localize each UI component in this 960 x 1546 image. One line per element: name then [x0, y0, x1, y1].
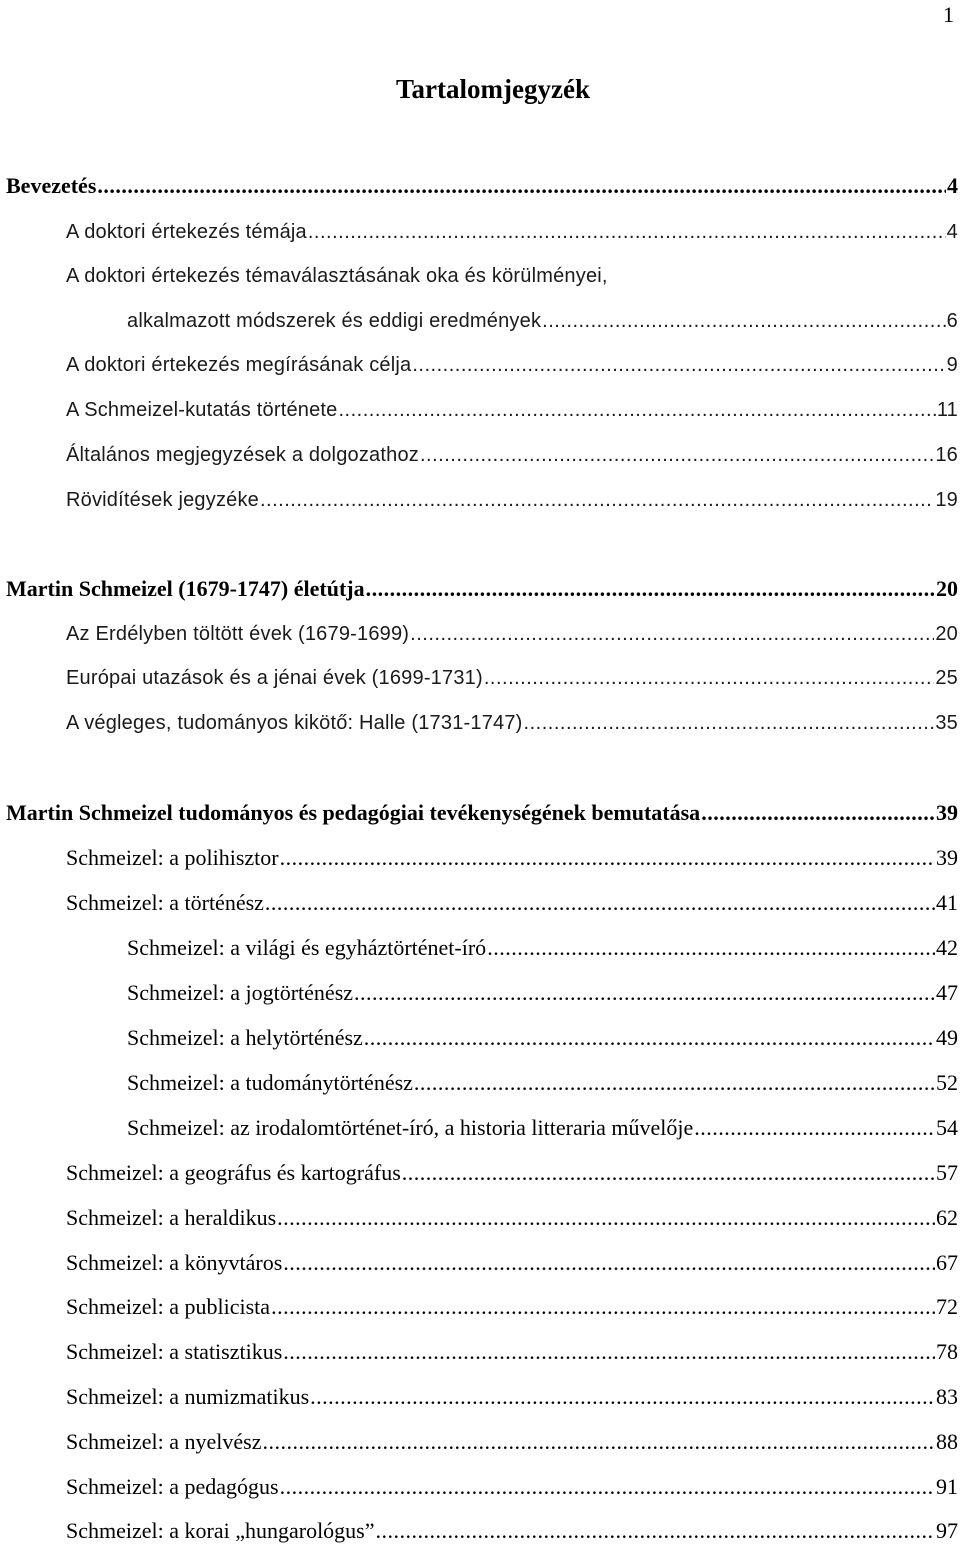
- toc-entry[interactable]: [0, 396, 958, 424]
- toc-entry-page: 67: [936, 1250, 958, 1275]
- toc-entry-label: Schmeizel: a numizmatikus: [66, 1384, 310, 1409]
- toc-dot-leader: [277, 1204, 935, 1232]
- toc-entry[interactable]: [0, 1024, 958, 1052]
- toc-dot-leader: [524, 709, 935, 737]
- toc-entry-label: Európai utazások és a jénai évek (1699-1731): [66, 667, 483, 689]
- toc-entry[interactable]: [0, 1204, 958, 1232]
- toc-entry-label: A Schmeizel-kutatás története: [66, 399, 338, 421]
- toc-entry-page: 88: [936, 1429, 958, 1454]
- toc-entry-label: A doktori értekezés témaválasztásának oka és körülményei,: [66, 265, 608, 287]
- toc-dot-leader: [412, 351, 945, 379]
- toc-entry-label: Schmeizel: a történész: [66, 890, 264, 915]
- toc-entry[interactable]: [0, 307, 958, 335]
- toc-entry-page: 19: [935, 489, 958, 511]
- toc-entry-label: Schmeizel: a pedagógus: [66, 1474, 279, 1499]
- toc-dot-leader: [262, 1428, 935, 1456]
- toc-entry-label: Schmeizel: a heraldikus: [66, 1205, 277, 1230]
- toc-entry-label: Martin Schmeizel (1679-1747) életútja: [6, 576, 365, 601]
- toc-entry-page: 91: [936, 1474, 958, 1499]
- toc-entry[interactable]: [0, 664, 958, 692]
- toc-entry[interactable]: [0, 1428, 958, 1456]
- toc-entry-label: alkalmazott módszerek és eddigi eredmények: [127, 310, 542, 332]
- toc-entry-label: Schmeizel: a polihisztor: [66, 845, 279, 870]
- toc-entry-page: 62: [936, 1205, 958, 1230]
- toc-entry[interactable]: [0, 620, 958, 648]
- toc-entry-label: Martin Schmeizel tudományos és pedagógiai tevékenységének bemutatása: [6, 800, 701, 825]
- toc-entry-page: 47: [936, 980, 958, 1005]
- toc-entry-page: 83: [936, 1384, 958, 1409]
- toc-entry-label: A doktori értekezés témája: [66, 221, 307, 243]
- toc-dot-leader: [484, 664, 935, 692]
- toc-dot-leader: [694, 1114, 935, 1142]
- toc-dot-leader: [414, 1069, 935, 1097]
- toc-dot-leader: [280, 1473, 935, 1501]
- toc-entry-page: 39: [936, 800, 958, 825]
- toc-entry-label: Schmeizel: a korai „hungarológus”: [66, 1518, 375, 1543]
- toc-entry[interactable]: [0, 1383, 958, 1411]
- toc-entry-label: Schmeizel: a statisztikus: [66, 1339, 283, 1364]
- toc-entry-label: Schmeizel: a publicista: [66, 1294, 271, 1319]
- toc-entry-label: A végleges, tudományos kikötő: Halle (1731-1747): [66, 712, 523, 734]
- toc-dot-leader: [339, 396, 936, 424]
- toc-entry-page: 97: [936, 1518, 958, 1543]
- toc-dot-leader: [487, 934, 935, 962]
- toc-dot-leader: [97, 172, 946, 200]
- toc-entry-page: 16: [935, 444, 958, 466]
- toc-entry[interactable]: [0, 889, 958, 917]
- toc-entry-page: 39: [936, 845, 958, 870]
- toc-entry-page: 6: [946, 310, 958, 332]
- toc-entry-page: 57: [936, 1160, 958, 1185]
- toc-entry-label: Schmeizel: a világi és egyháztörténet-író: [127, 935, 487, 960]
- toc-entry-label: Schmeizel: az irodalomtörténet-író, a historia litteraria művelője: [127, 1115, 694, 1140]
- toc-entry-label: Rövidítések jegyzéke: [66, 489, 259, 511]
- toc-entry-page: 78: [936, 1339, 958, 1364]
- toc-dot-leader: [271, 1293, 935, 1321]
- toc-entry-label: Schmeizel: a könyvtáros: [66, 1250, 283, 1275]
- toc-entry[interactable]: [0, 218, 958, 246]
- toc-entry[interactable]: [0, 351, 958, 379]
- toc-dot-leader: [410, 620, 934, 648]
- toc-entry[interactable]: [0, 1159, 958, 1187]
- toc-dot-leader: [354, 979, 935, 1007]
- toc-dot-leader: [364, 1024, 935, 1052]
- toc-entry[interactable]: [0, 575, 958, 603]
- toc-entry-page: 4: [946, 221, 958, 243]
- toc-entry-label: Schmeizel: a jogtörténész: [127, 980, 354, 1005]
- toc-dot-leader: [260, 486, 934, 514]
- toc-entry-page: 9: [946, 354, 958, 376]
- toc-entry-page: 52: [936, 1070, 958, 1095]
- toc-entry-page: 35: [935, 712, 958, 734]
- toc-title: Tartalomjegyzék: [396, 74, 590, 104]
- toc-entry-page: 72: [936, 1294, 958, 1319]
- toc-entry-label: Schmeizel: a geográfus és kartográfus: [66, 1160, 401, 1185]
- toc-entry-label: Általános megjegyzések a dolgozathoz: [66, 444, 419, 466]
- toc-entry-label: Schmeizel: a nyelvész: [66, 1429, 262, 1454]
- toc-entry-page: 25: [935, 667, 958, 689]
- toc-entry[interactable]: [0, 844, 958, 872]
- toc-entry[interactable]: [0, 172, 958, 200]
- toc-entry[interactable]: [0, 1473, 958, 1501]
- toc-entry-label: Az Erdélyben töltött évek (1679-1699): [66, 623, 410, 645]
- toc-entry[interactable]: [0, 1114, 958, 1142]
- toc-entry-label: Schmeizel: a helytörténész: [127, 1025, 363, 1050]
- toc-dot-leader: [283, 1249, 935, 1277]
- toc-entry[interactable]: [0, 1517, 958, 1545]
- toc-dot-leader: [366, 575, 935, 603]
- toc-entry[interactable]: [0, 709, 958, 737]
- toc-entry[interactable]: [0, 262, 958, 290]
- toc-entry[interactable]: [0, 486, 958, 514]
- toc-dot-leader: [402, 1159, 935, 1187]
- toc-entry-label: A doktori értekezés megírásának célja: [66, 354, 412, 376]
- toc-entry[interactable]: [0, 799, 958, 827]
- toc-entry-page: 11: [936, 399, 958, 421]
- toc-entry-label: Schmeizel: a tudománytörténész: [127, 1070, 413, 1095]
- toc-dot-leader: [310, 1383, 935, 1411]
- toc-dot-leader: [280, 844, 935, 872]
- toc-entry-label: Bevezetés: [6, 173, 97, 198]
- toc-entry-page: 42: [936, 935, 958, 960]
- toc-entry[interactable]: [0, 1069, 958, 1097]
- toc-entry[interactable]: [0, 1249, 958, 1277]
- toc-entry-page: 20: [935, 623, 958, 645]
- toc-dot-leader: [265, 889, 935, 917]
- toc-dot-leader: [283, 1338, 935, 1366]
- toc-entry[interactable]: [0, 1338, 958, 1366]
- toc-entry[interactable]: [0, 1293, 958, 1321]
- toc-dot-leader: [701, 799, 935, 827]
- toc-entry-page: 41: [936, 890, 958, 915]
- toc-entry[interactable]: [0, 934, 958, 962]
- toc-entry-page: 49: [936, 1025, 958, 1050]
- toc-dot-leader: [376, 1517, 935, 1545]
- toc-entry-page: 20: [936, 576, 958, 601]
- toc-dot-leader: [542, 307, 946, 335]
- toc-entry-page: 4: [947, 173, 958, 198]
- toc-entry-page: 54: [936, 1115, 958, 1140]
- toc-dot-leader: [308, 218, 946, 246]
- toc-entry[interactable]: [0, 441, 958, 469]
- toc-entry[interactable]: [0, 979, 958, 1007]
- page-number: 1: [943, 2, 954, 27]
- toc-dot-leader: [420, 441, 934, 469]
